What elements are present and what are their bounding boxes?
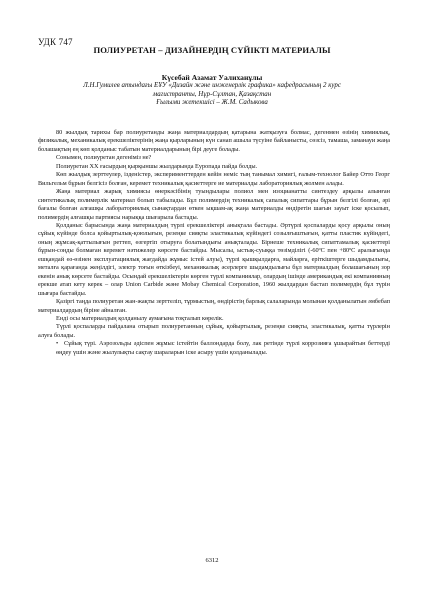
paragraph: Қазіргі таңда полиуретан жан-жақты зерттеліп, тұрмыстың, өндірістің барлық салаларында молынан қолданылатын әмбебап материалдардың біріне айналған. (38, 298, 390, 314)
udk-code: УДК 747 (38, 37, 73, 47)
paragraph: Түрлі қоспаларды пайдалана отырып полиуретанның сұйық, қойыртылық, резеңке сияқты, эластикалық, қатты түрлерін алуға болады. (38, 323, 390, 339)
bullet-item (38, 340, 390, 357)
paper-title: ПОЛИУРЕТАН – ДИЗАЙНЕРДІҢ СҮЙІКТІ МАТЕРИАЛЫ (93, 45, 331, 55)
paragraph: Қолданыс барысында жаңа материалдың түрлі ерекшеліктері анықтала бастады. Әртүрлі қоспаларды қосу арқылы оның сұйық күйінде болса қойыртылық-қоюлығын, резеңке сияқты эластикалық күйіндегі созылғыштығын, қатты пластик күйіндегі, оның жұмсақ-қаттылығын реттеп, өзгертіп отыруға болатындығы анықталады. Бірнеше техникалық сипаттамалық қасиеттері бұрын-соңды болмаған керемет нәтижелер көрсете бастайды. Мысалы, ыстық-суыққа төзімділігі (-60ºС пен +80ºС аралығында ешқандай өз-өзінен эксплуатациялық жағдайда жұмыс істей алуы), түрлі қышқылдарға, майларға, еріткіштерге шыдамдылығы, металға қарағанда жеңілдігі, электр тоғын өткізбеуі, механикалық әсерлерге шыдамдылығы бұл материалдың болашағының зор екенін анық көрсете бастайды. Осындай ерекшеліктерін көрген түрлі компаниялар, олардың ішінде американдық екі компанияның ерекше атап кету керек – олар Union Carbide және Mobay Chemical Corporation, 1960 жылдардан бастап полимердің бұл түрін шығара бастайды. (38, 221, 390, 297)
paragraph: Полиуретан ХХ ғасырдың қырқыншы жылдарында Еуропада пайда болды. (56, 162, 258, 170)
body-text (38, 129, 390, 357)
paragraph: Көп жылдық зерттеулер, ізденістер, эксперименттерден кейін неміс тың танымал химигі, ғалым-технолог Байер Отто Георг Вильгельм бұрын белгісіз болған, керемет техникалық қасиеттерге ие материалды лабораториялық жолмен алады. (38, 171, 390, 187)
supervisor-line: Ғылыми жетекшісі – Ж.М. Садыкова (156, 99, 268, 107)
affiliation-block (40, 82, 384, 108)
affiliation-line: магистранты, Нұр-Сұлтан, Қазақстан (152, 90, 272, 98)
paragraph: Енді осы материалдың қолданылу аумағына тоқталып көрелік. (56, 314, 224, 322)
bullet-text: Сұйық түрі. Аэрозольды әдіспен жұмыс істейтін баллондарда болу, лак ретінде түрлі коррозияға ұшырайтын беттерді өңдеу үшін және жылулықты сақтау шараларын іске асыру үшін қолданылады. (56, 340, 390, 356)
page-number: 6312 (205, 557, 219, 564)
paragraph: Жаңа материал жарық химиясы өнеркәсібінің туындылары полиол мен изоцианатты синтездеу арқылы алынған синтетикалық полимерлік материал болып табылады. Бұл полимердің техникалық сапалық сипаттары бұрын белгілі болған, әрі бағалы болған алғашқы лабораториялық сынақтардан өткен ықшам-ақ жаңа материалды өндіретін шағын зауыт іске қосылып, полимердің алғашқы партиясы нарыққа шығарыла бастады. (38, 188, 390, 221)
author-name: Күсебай Азамат Уалиханұлы (161, 73, 263, 82)
bullet-icon: • (56, 340, 59, 348)
paragraph: Сонымен, полиуретан дегеніміз не? (56, 154, 152, 162)
affiliation-line: Л.Н.Гумилев атындағы ЕҰУ «Дизайн және инженерлік графика» кафедрасының 2 курс (83, 82, 341, 89)
paragraph: 80 жылдық тарихы бар полиуретанды жаңа материалдардың қатарына жатқызуға болмас, дегенмен өзінің химиялық, физикалық, механикалық ерекшеліктерінің жаңа қырларының күн санап ашыла түсуіне байланысты, сөзсіз, тамаша, заманауи жаңа болашақтың ең көп қолданыс табатын материалдарының бірі деуге болады. (38, 129, 390, 153)
